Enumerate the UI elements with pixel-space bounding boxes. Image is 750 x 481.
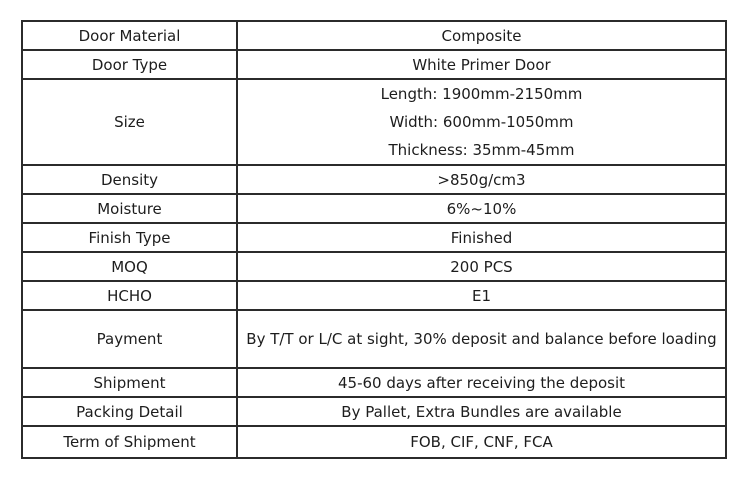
table-row-packing-detail [22, 397, 726, 426]
row-value-hcho: E1 [237, 281, 726, 310]
table-row-density [22, 165, 726, 194]
row-label-shipment: Shipment [22, 368, 237, 397]
size-line-length: Length: 1900mm-2150mm [380, 85, 583, 103]
size-line-width: Width: 600mm-1050mm [389, 113, 574, 131]
table-row-hcho [22, 281, 726, 310]
row-label-term-of-shipment: Term of Shipment [22, 426, 237, 458]
row-value-term-of-shipment: FOB, CIF, CNF, FCA [237, 426, 726, 458]
row-value-finish-type: Finished [237, 223, 726, 252]
size-line-thickness: Thickness: 35mm-45mm [388, 141, 575, 159]
row-label-packing-detail: Packing Detail [22, 397, 237, 426]
table-row-size [22, 79, 726, 165]
table-row-moisture [22, 194, 726, 223]
row-label-hcho: HCHO [22, 281, 237, 310]
row-value-density: >850g/cm3 [237, 165, 726, 194]
table-row-moq [22, 252, 726, 281]
row-label-finish-type: Finish Type [22, 223, 237, 252]
table-row-door-type [22, 50, 726, 79]
row-value-door-type: White Primer Door [237, 50, 726, 79]
table-row-term-of-shipment [22, 426, 726, 458]
row-value-moisture: 6%~10% [237, 194, 726, 223]
table-row-finish-type [22, 223, 726, 252]
row-value-packing-detail: By Pallet, Extra Bundles are available [237, 397, 726, 426]
row-label-moq: MOQ [22, 252, 237, 281]
row-value-door-material: Composite [237, 21, 726, 50]
row-value-size [237, 79, 726, 165]
row-value-shipment: 45-60 days after receiving the deposit [237, 368, 726, 397]
row-label-door-type: Door Type [22, 50, 237, 79]
row-label-door-material: Door Material [22, 21, 237, 50]
row-label-size: Size [22, 79, 237, 165]
table-row-door-material [22, 21, 726, 50]
row-value-payment: By T/T or L/C at sight, 30% deposit and balance before loading [237, 310, 726, 368]
row-label-payment: Payment [22, 310, 237, 368]
row-label-density: Density [22, 165, 237, 194]
table-row-shipment [22, 368, 726, 397]
row-label-moisture: Moisture [22, 194, 237, 223]
row-value-moq: 200 PCS [237, 252, 726, 281]
product-specification-table [21, 20, 727, 459]
table-row-payment [22, 310, 726, 368]
